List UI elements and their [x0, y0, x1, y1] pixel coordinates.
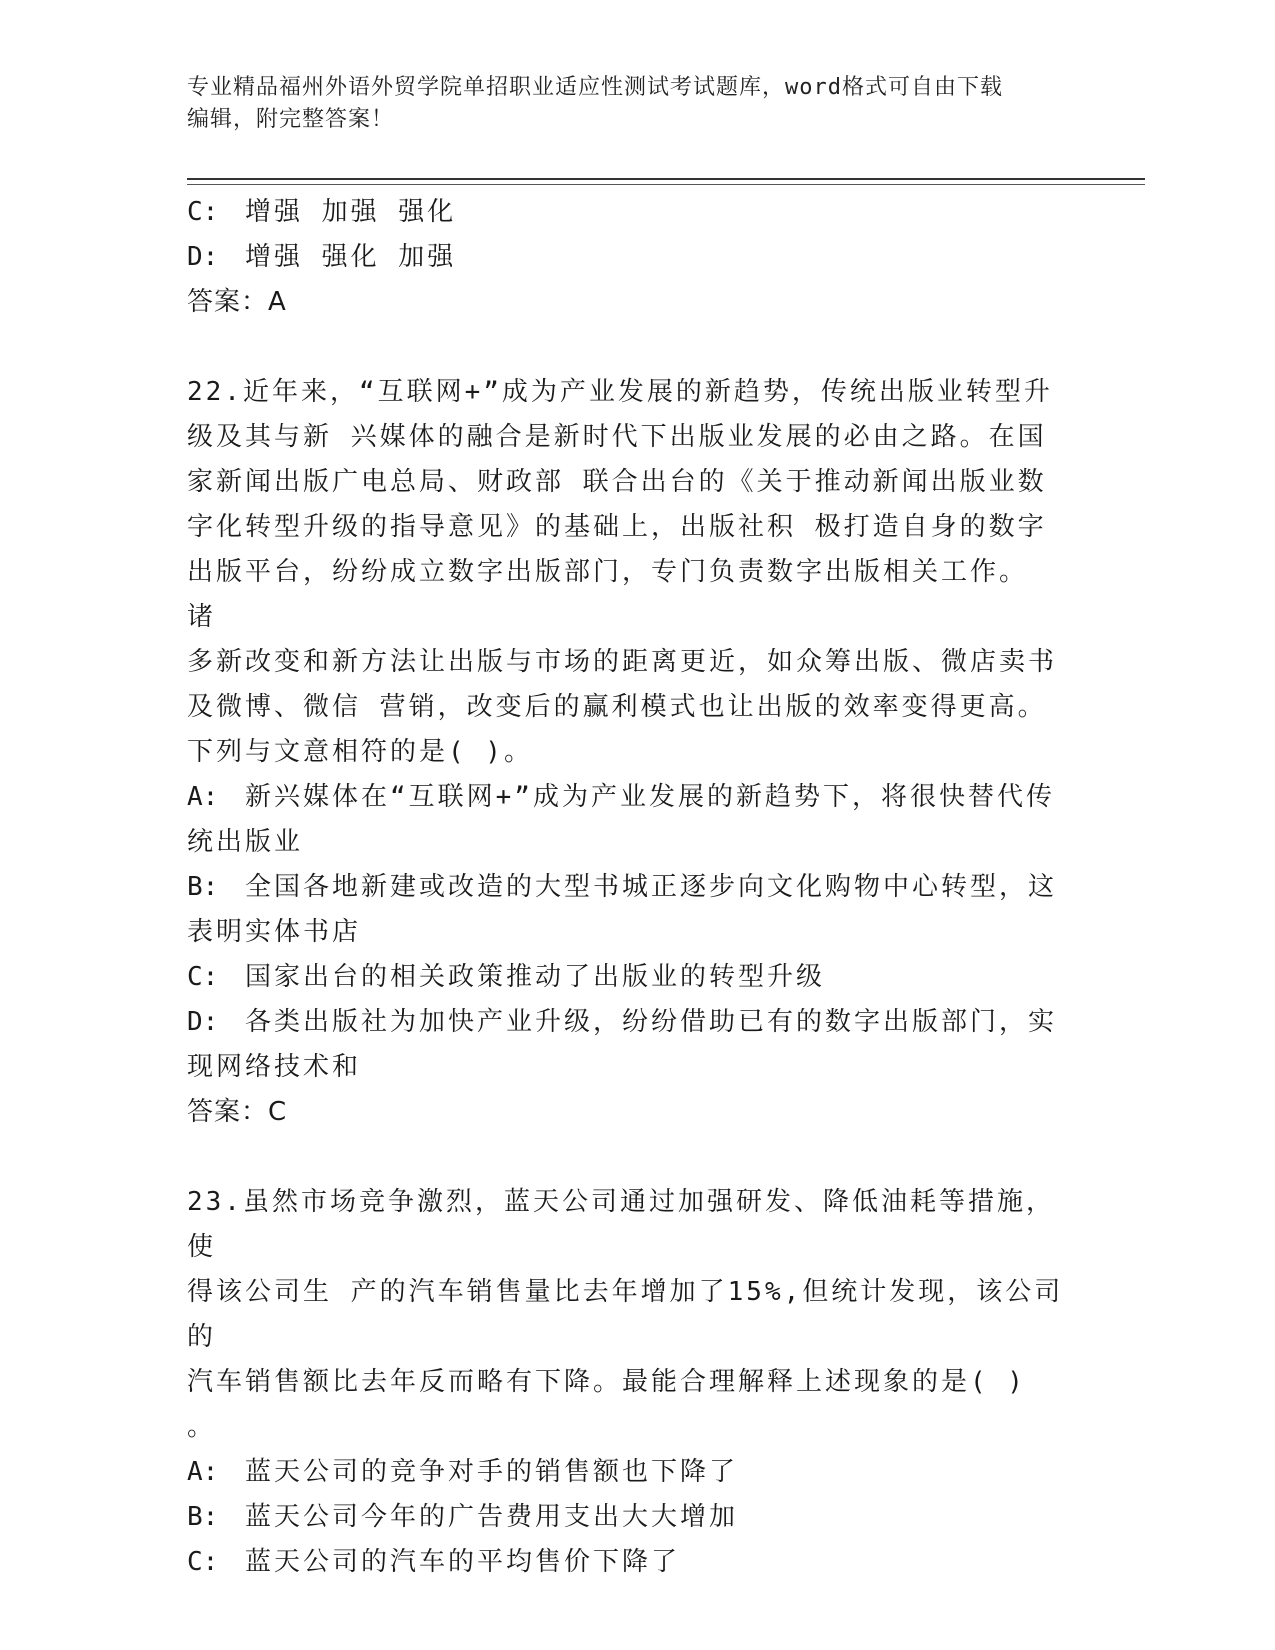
header-line-1: 专业精品福州外语外贸学院单招职业适应性测试考试题库，word格式可自由下载 — [187, 75, 1003, 100]
option-b — [187, 865, 1067, 910]
question-stem-line: 。 — [187, 1412, 217, 1442]
option-a — [187, 1450, 1067, 1495]
header-line-2: 编辑，附完整答案！ — [187, 107, 395, 132]
option-continuation: 统出版业 — [187, 827, 304, 857]
question-stem-line: 22.近年来，“互联网+”成为产业发展的新趋势，传统出版业转型升 — [187, 377, 1053, 407]
option-text: 增强 强化 加强 — [245, 242, 457, 272]
question-stem-line: 字化转型升级的指导意见》的基础上，出版社积 极打造自身的数字 — [187, 512, 1047, 542]
option-text: 蓝天公司的竞争对手的销售额也下降了 — [245, 1457, 739, 1487]
option-text: 增强 加强 强化 — [245, 197, 457, 227]
option-key: C: — [187, 1547, 219, 1577]
option-a — [187, 775, 1067, 820]
option-d — [187, 235, 1067, 280]
question-stem-line: 多新改变和新方法让出版与市场的距离更近，如众筹出版、微店卖书 — [187, 647, 1058, 677]
option-key: B: — [187, 1502, 219, 1532]
option-text: 各类出版社为加快产业升级，纷纷借助已有的数字出版部门，实 — [245, 1007, 1058, 1037]
header-rule-thick — [187, 178, 1145, 180]
header-rule-thin — [187, 184, 1145, 185]
option-b — [187, 1495, 1067, 1540]
option-key: D: — [187, 242, 219, 272]
question-stem-line: 出版平台，纷纷成立数字出版部门，专门负责数字出版相关工作。 诸 — [187, 557, 1029, 632]
document-body — [187, 190, 1067, 1585]
question-stem-line: 汽车销售额比去年反而略有下降。最能合理解释上述现象的是( ) — [187, 1367, 1026, 1397]
question-23 — [187, 1180, 1067, 1585]
option-key: A: — [187, 1457, 219, 1487]
option-text: 全国各地新建或改造的大型书城正逐步向文化购物中心转型，这 — [245, 872, 1058, 902]
question-stem-line: 及微博、微信 营销，改变后的赢利模式也让出版的效率变得更高。 — [187, 692, 1047, 722]
option-c — [187, 955, 1067, 1000]
option-text: 蓝天公司的汽车的平均售价下降了 — [245, 1547, 681, 1577]
document-header — [187, 72, 1087, 136]
question-stem-line: 23.虽然市场竞争激烈，蓝天公司通过加强研发、降低油耗等措施，使 — [187, 1187, 1055, 1262]
option-key: D: — [187, 1007, 219, 1037]
option-continuation: 现网络技术和 — [187, 1052, 362, 1082]
question-stem-line: 级及其与新 兴媒体的融合是新时代下出版业发展的必由之路。在国 — [187, 422, 1047, 452]
option-continuation: 表明实体书店 — [187, 917, 362, 947]
question-stem-line: 家新闻出版广电总局、财政部 联合出台的《关于推动新闻出版业数 — [187, 467, 1047, 497]
question-21-tail — [187, 190, 1067, 325]
answer-line: 答案：C — [187, 1097, 288, 1127]
option-d — [187, 1000, 1067, 1045]
question-stem-line: 得该公司生 产的汽车销售量比去年增加了15%,但统计发现，该公司的 — [187, 1277, 1064, 1352]
option-text: 蓝天公司今年的广告费用支出大大增加 — [245, 1502, 739, 1532]
spacer — [187, 325, 1067, 370]
option-c — [187, 190, 1067, 235]
option-key: B: — [187, 872, 219, 902]
question-22 — [187, 370, 1067, 1135]
answer-line: 答案：A — [187, 287, 287, 317]
spacer — [187, 1135, 1067, 1180]
option-key: A: — [187, 782, 219, 812]
question-stem-line: 下列与文意相符的是( )。 — [187, 737, 533, 767]
option-c — [187, 1540, 1067, 1585]
option-text: 国家出台的相关政策推动了出版业的转型升级 — [245, 962, 826, 992]
option-text: 新兴媒体在“互联网+”成为产业发展的新趋势下，将很快替代传 — [245, 782, 1055, 812]
option-key: C: — [187, 962, 219, 992]
option-key: C: — [187, 197, 219, 227]
